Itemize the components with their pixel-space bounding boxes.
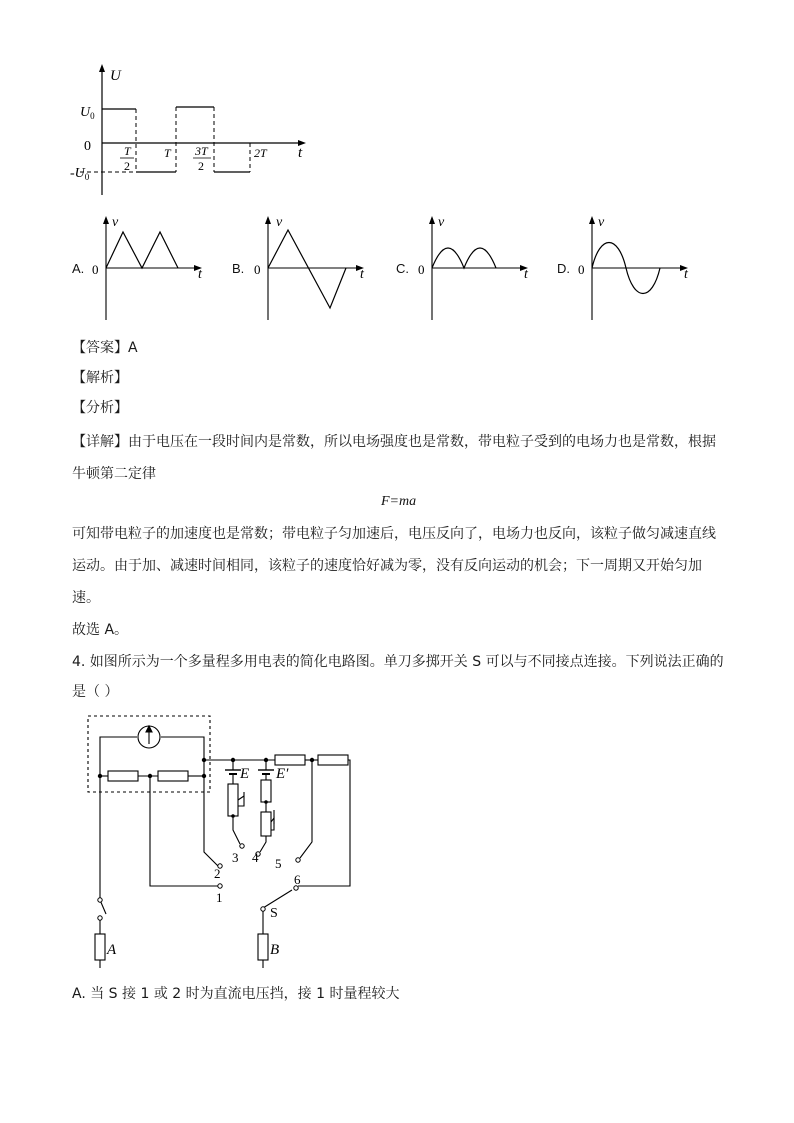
rheostat-E-prime (261, 812, 271, 836)
resistor-E-prime (261, 780, 271, 802)
probe-B (258, 934, 268, 960)
analysis-label: 【解析】 (72, 370, 128, 386)
zigzag-curve (268, 230, 346, 308)
battery-E-label: E (240, 766, 250, 782)
question4-line-2: 是（ ） (72, 684, 119, 700)
terminal-A-label: A (107, 942, 117, 958)
rheostat-E (228, 784, 238, 816)
switch-S-label: S (270, 906, 278, 921)
option-c-axis-t: t (524, 267, 528, 282)
option-c-letter: C. (396, 261, 409, 276)
formula: F=ma (381, 494, 417, 509)
detail-line-3: 可知带电粒子的加速度也是常数；带电粒子匀加速后，电压反向了，电场力也反向，该粒子做匀减速直线 (72, 526, 716, 542)
detail-line-5: 速。 (72, 590, 100, 606)
option-b-axis-t: t (360, 267, 364, 282)
option-b-axis-v: v (276, 215, 283, 230)
tick-half-T-num: T (124, 144, 131, 158)
option-a-letter: A. (72, 261, 85, 276)
tick-2T: 2T (254, 146, 267, 160)
shunt-resistor-1 (108, 771, 138, 781)
contact-5-label: 5 (275, 856, 282, 871)
tick-half-T-den: 2 (124, 159, 130, 173)
option-a-axis-t: t (198, 267, 202, 282)
option-c-origin: 0 (418, 262, 425, 277)
detail-line-1 (72, 432, 716, 452)
detail-line-2: 牛顿第二定律 (72, 466, 156, 482)
multimeter-circuit-diagram (80, 712, 380, 972)
answer-line (72, 338, 138, 358)
answer-value: A (128, 340, 138, 356)
triangle-wave-curve (106, 232, 178, 268)
terminal-B-label: B (270, 942, 280, 958)
contact-2-label: 2 (214, 866, 221, 881)
u0-label: $U_0$ (80, 105, 95, 121)
option-b-letter: B. (232, 261, 245, 276)
contact-6-label: 6 (294, 872, 301, 887)
option-c-axis-v: v (438, 215, 445, 230)
option-b-graph (248, 212, 378, 324)
series-resistor-2 (318, 755, 348, 765)
option-d-origin: 0 (578, 262, 585, 277)
answer-label: 【答案】 (72, 340, 128, 356)
detail-label: 【详解】 (72, 434, 128, 450)
shunt-resistor-2 (158, 771, 188, 781)
neg-u0-label: $-U_0$ (70, 166, 90, 182)
detail-line-4: 运动。由于加、减速时间相同，该粒子的速度恰好减为零，没有反向运动的机会；下一周期又开始匀加 (72, 558, 702, 574)
option-a-graph (86, 212, 216, 324)
option-a-axis-v: v (112, 215, 119, 230)
conclusion: 故选 A。 (72, 622, 129, 638)
option-c-graph (412, 212, 542, 324)
option-a-origin: 0 (92, 262, 99, 277)
option-d-graph (572, 212, 702, 324)
contact-1-label: 1 (216, 890, 223, 905)
tick-3T2-den: 2 (198, 159, 204, 173)
voltage-waveform-graph (60, 60, 320, 200)
series-resistor-1 (275, 755, 305, 765)
tick-3T2-num: 3T (195, 144, 208, 158)
battery-E-prime-label: E′ (276, 766, 289, 782)
contact-3-label: 3 (232, 850, 239, 865)
option-a-text: A. 当 S 接 1 或 2 时为直流电压挡，接 1 时量程较大 (72, 986, 400, 1002)
option-d-axis-t: t (684, 267, 688, 282)
option-d-axis-v: v (598, 215, 605, 230)
x-axis-label: t (298, 145, 303, 161)
detail-text-1: 由于电压在一段时间内是常数，所以电场强度也是常数，带电粒子受到的电场力也是常数，根据 (128, 434, 716, 450)
y-axis-label: U (110, 68, 121, 84)
fenxi-label: 【分析】 (72, 400, 128, 416)
contact-4-label: 4 (252, 850, 259, 865)
probe-A (95, 934, 105, 960)
option-b-origin: 0 (254, 262, 261, 277)
question4-line-1: 4. 如图所示为一个多量程多用电表的简化电路图。单刀多掷开关 S 可以与不同接点连接。下列说法正确的 (72, 654, 724, 670)
tick-T: T (164, 146, 171, 160)
origin-label: 0 (84, 139, 91, 154)
option-d-letter: D. (557, 261, 570, 276)
rectified-sine-curve (432, 248, 496, 268)
